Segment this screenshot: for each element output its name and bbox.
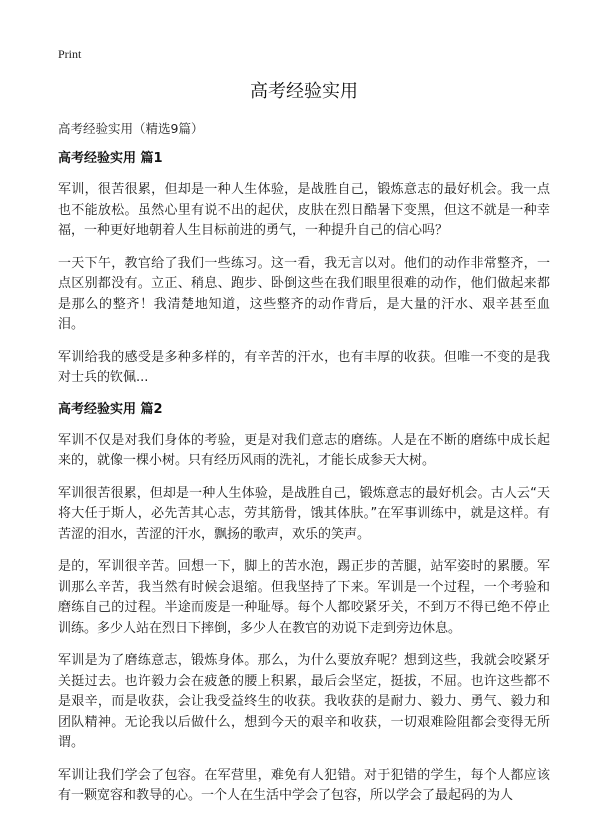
paragraph: 军训很苦很累，但却是一种人生体验，是战胜自己，锻炼意志的最好机会。古人云“天将大任于斯人，必先苦其心志，劳其筋骨，饿其体肤。”在军事训练中，就是这样。有苦涩的泪水，苦涩的汗水，飘扬的歌声，欢乐的笑声。	[58, 485, 550, 542]
document-title: 高考经验实用	[250, 81, 358, 102]
paragraph: 是的，军训很辛苦。回想一下，脚上的苦水泡，踢正步的苦腿，站军姿时的累腰。军训那么辛苦，我当然有时候会退缩。但我坚持了下来。军训是一个过程，一个考验和磨练自己的过程。半途而废是一种耻辱。每个人都咬紧牙关，不到万不得已绝不停止训练。多少人站在烈日下摔倒，多少人在教官的劝说下走到旁边休息。	[58, 559, 550, 636]
paragraph: 军训，很苦很累，但却是一种人生体验，是战胜自己，锻炼意志的最好机会。我一点也不能放松。虽然心里有说不出的起伏，皮肤在烈日酷暑下变黑，但这不就是一种幸福，一种更好地朝着人生目标前进的勇气，一种提升自己的信心吗？	[58, 182, 550, 238]
section-1	[58, 150, 550, 389]
paragraph: 军训是为了磨练意志，锻炼身体。那么，为什么要放弃呢？想到这些，我就会咬紧牙关挺过去。也许毅力会在疲惫的腰上积累，最后会坚定，挺拔，不屈。也许这些都不是艰辛，而是收获，会让我受益终生的收获。我收获的是耐力、毅力、勇气、毅力和团队精神。无论我以后做什么，想到今天的艰辛和收获，一切艰难险阻都会变得无所谓。	[58, 653, 550, 750]
paragraph: 军训给我的感受是多种多样的，有辛苦的汗水，也有丰厚的收获。但唯一不变的是我对士兵的钦佩...	[58, 349, 550, 385]
section-2	[58, 401, 550, 807]
document-subtitle: 高考经验实用（精选9篇）	[58, 121, 204, 136]
document-body	[58, 150, 550, 819]
paragraph: 一天下午，教官给了我们一些练习。这一看，我无言以对。他们的动作非常整齐，一点区别都没有。立正、稍息、跑步、卧倒这些在我们眼里很难的动作，他们做起来都是那么的整齐！我清楚地知道，这些整齐的动作背后，是大量的汗水、艰辛甚至血泪。	[58, 255, 550, 332]
section-heading: 高考经验实用 篇2	[58, 401, 163, 417]
print-link[interactable]: Print	[58, 47, 82, 61]
paragraph: 军训不仅是对我们身体的考验，更是对我们意志的磨练。人是在不断的磨练中成长起来的，就像一棵小树。只有经历风雨的洗礼，才能长成参天大树。	[58, 432, 550, 468]
paragraph: 军训让我们学会了包容。在军营里，难免有人犯错。对于犯错的学生，每个人都应该有一颗宽容和教导的心。一个人在生活中学会了包容，所以学会了最起码的为人	[58, 767, 550, 803]
section-heading: 高考经验实用 篇1	[58, 151, 163, 166]
